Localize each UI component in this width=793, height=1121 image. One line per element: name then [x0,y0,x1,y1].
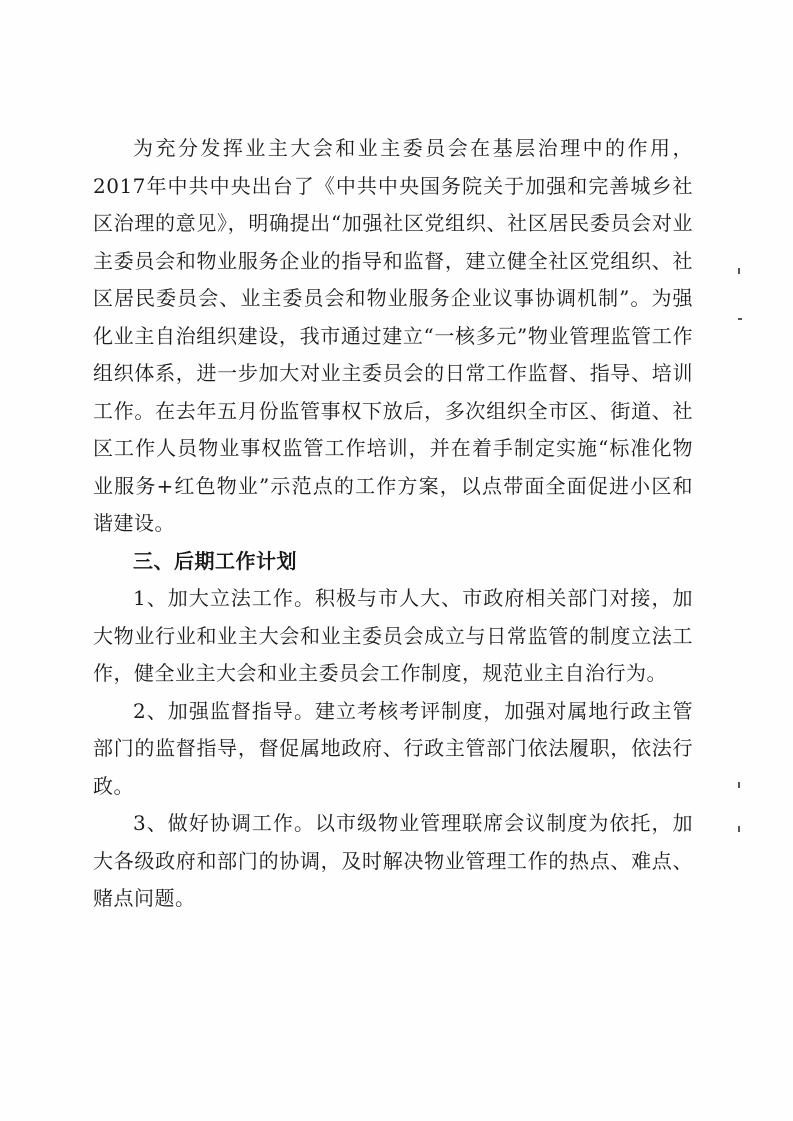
scan-mark [738,782,740,788]
plan-item-1: 1、加大立法工作。积极与市人大、市政府相关部门对接，加大物业行业和业主大会和业主委员会成立与日常监管的制度立法工作，健全业主大会和业主委员会工作制度，规范业主自治行为。 [93,586,693,685]
section-heading: 三、后期工作计划 [133,548,297,573]
scan-mark [738,268,740,274]
scan-mark [738,318,742,320]
plan-item-2: 2、加强监督指导。建立考核考评制度，加强对属地行政主管部门的监督指导，督促属地政府、行政主管部门依法履职，依法行政。 [93,698,693,798]
intro-paragraph: 为充分发挥业主大会和业主委员会在基层治理中的作用，2017年中共中央出台了《中共中央国务院关于加强和完善城乡社区治理的意见》，明确提出“加强社区党组织、社区居民委员会对业主委员会和物业服务企业的指导和监督，建立健全社区党组织、社区居民委员会、业主委员会和物业服务企业议事协调机制”。为强化业主自治组织建设，我市通过建立“一核多元”物业管理监管工作组织体系，进一步加大对业主委员会的日常工作监督、指导、培训工作。在去年五月份监管事权下放后，多次组织全市区、街道、社区工作人员物业事权监管工作培训，并在着手制定实施“标准化物业服务+红色物业”示范点的工作方案，以点带面全面促进小区和谐建设。 [93,136,693,535]
document-body [93,130,693,918]
scan-mark [738,826,740,832]
plan-item-3: 3、做好协调工作。以市级物业管理联席会议制度为依托，加大各级政府和部门的协调，及时解决物业管理工作的热点、难点、赌点问题。 [93,811,693,910]
